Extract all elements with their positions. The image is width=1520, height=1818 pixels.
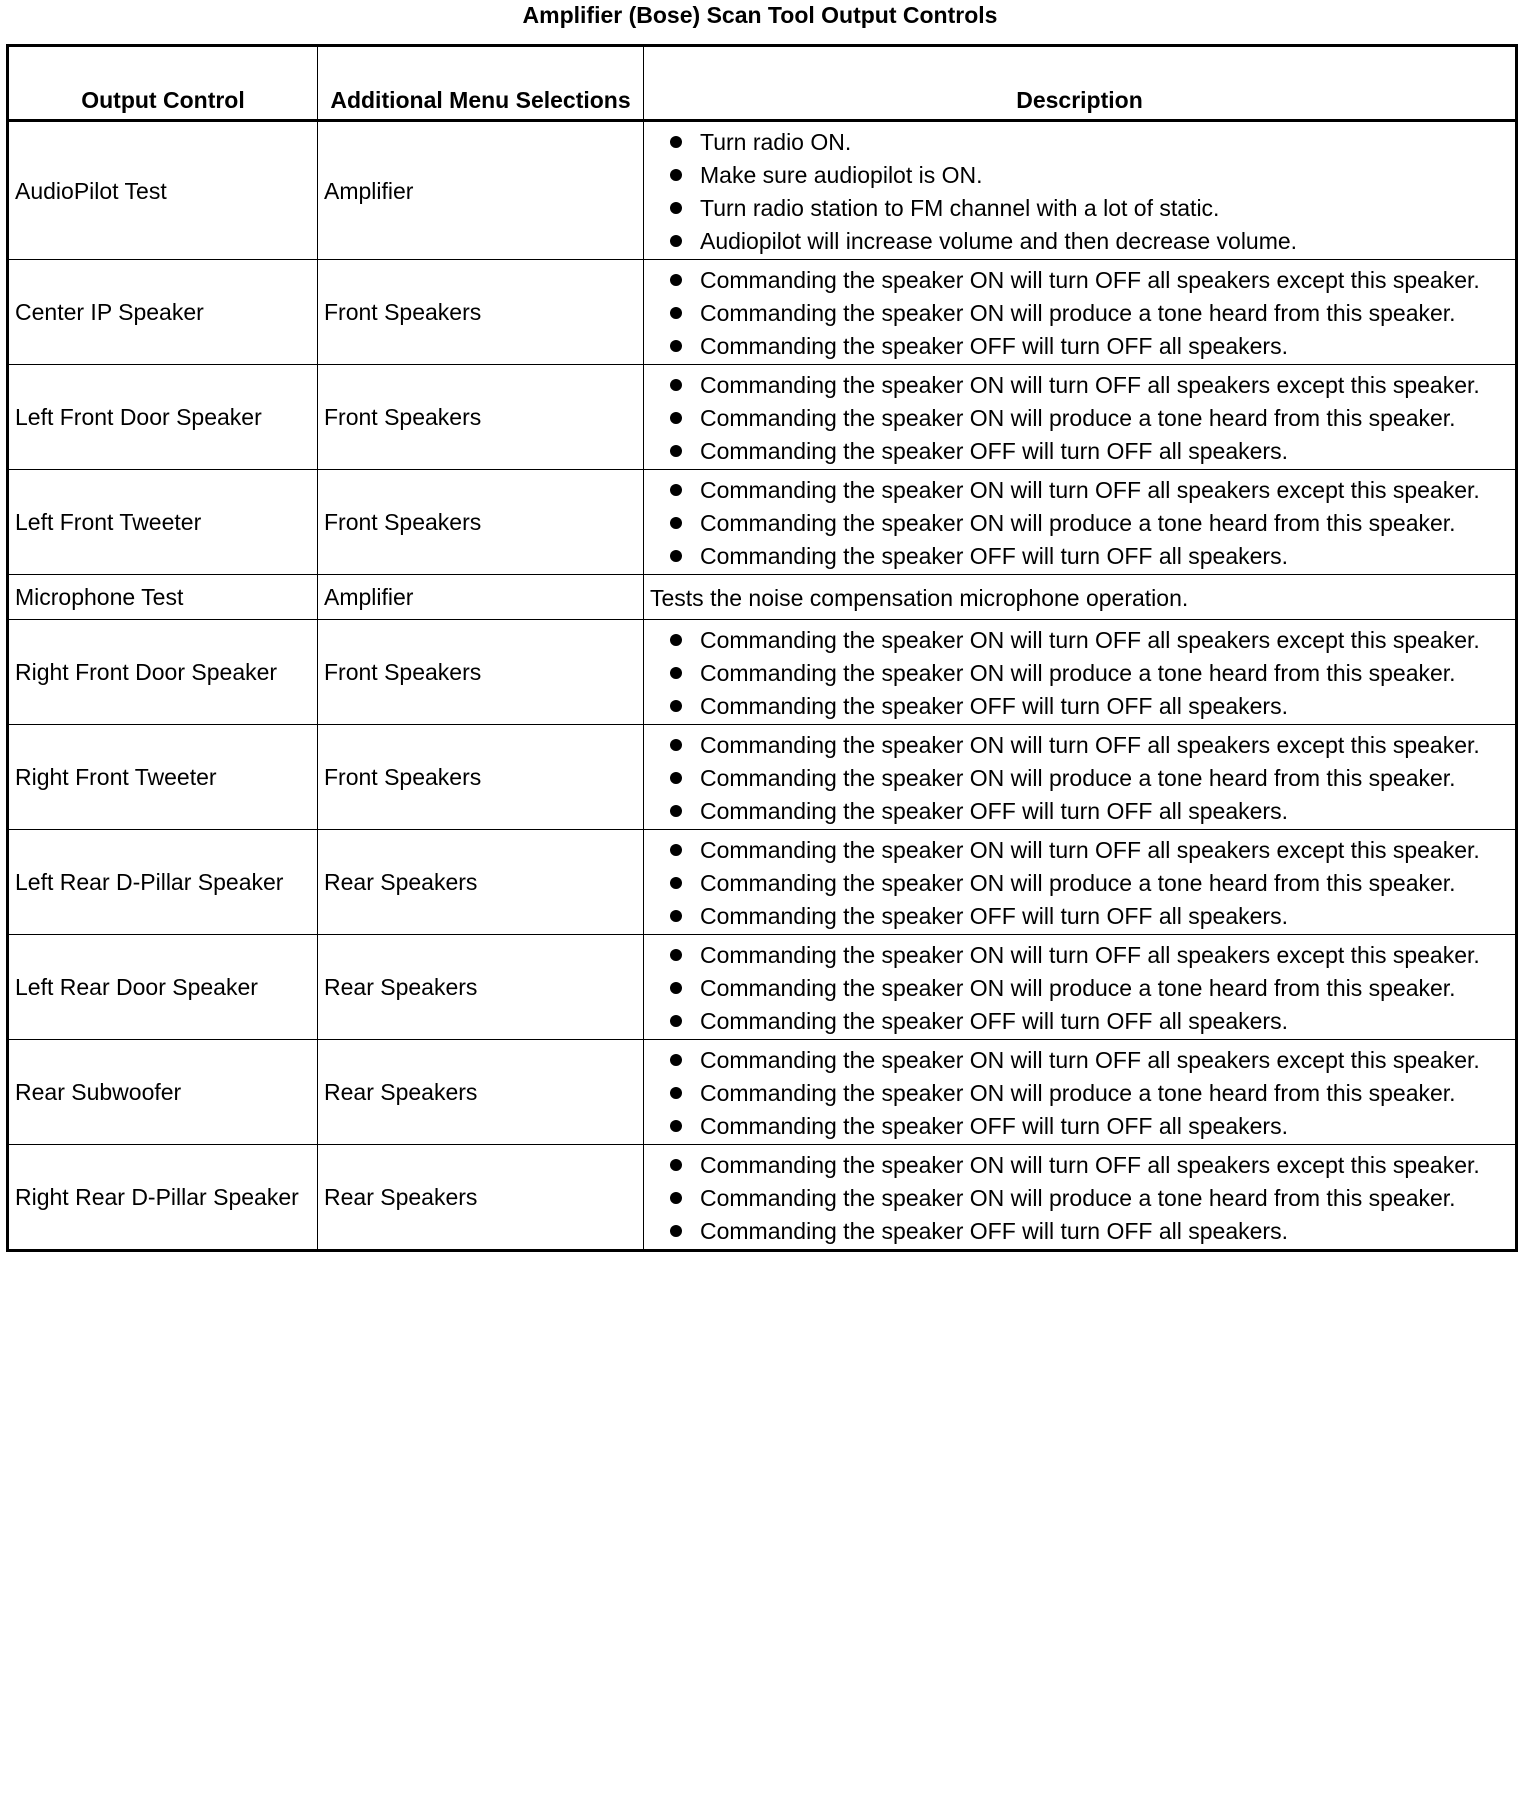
column-header-output-control: Output Control [8, 46, 318, 121]
bullet-icon [670, 379, 682, 391]
bullet-text: Commanding the speaker OFF will turn OFF all speakers. [700, 1008, 1288, 1034]
menu-selection-cell: Rear Speakers [318, 1040, 644, 1145]
table-row [8, 575, 1517, 620]
list-item [650, 160, 1509, 190]
bullet-text: Commanding the speaker ON will turn OFF all speakers except this speaker. [700, 837, 1480, 863]
description-cell [644, 121, 1517, 260]
list-item [650, 973, 1509, 1003]
menu-selection-cell: Rear Speakers [318, 1145, 644, 1251]
table-row [8, 1040, 1517, 1145]
bullet-text: Commanding the speaker ON will turn OFF all speakers except this speaker. [700, 1047, 1480, 1073]
bullet-text: Commanding the speaker ON will produce a tone heard from this speaker. [700, 660, 1456, 686]
bullet-icon [670, 169, 682, 181]
description-cell [644, 935, 1517, 1040]
bullet-text: Commanding the speaker ON will turn OFF all speakers except this speaker. [700, 1152, 1480, 1178]
bullet-icon [670, 634, 682, 646]
bullet-text: Commanding the speaker ON will produce a tone heard from this speaker. [700, 510, 1456, 536]
description-cell [644, 365, 1517, 470]
menu-selection-cell: Amplifier [318, 121, 644, 260]
list-item [650, 265, 1509, 295]
bullet-icon [670, 202, 682, 214]
bullet-text: Commanding the speaker OFF will turn OFF all speakers. [700, 1113, 1288, 1139]
table-row [8, 620, 1517, 725]
bullet-text: Commanding the speaker ON will produce a tone heard from this speaker. [700, 765, 1456, 791]
bullet-text: Commanding the speaker ON will turn OFF all speakers except this speaker. [700, 267, 1480, 293]
bullet-text: Commanding the speaker ON will turn OFF all speakers except this speaker. [700, 372, 1480, 398]
description-bullet-list [650, 127, 1509, 256]
description-bullet-list [650, 370, 1509, 466]
menu-selection-cell: Amplifier [318, 575, 644, 620]
bullet-text: Commanding the speaker ON will produce a tone heard from this speaker. [700, 1185, 1456, 1211]
table-row [8, 935, 1517, 1040]
description-cell [644, 1145, 1517, 1251]
description-bullet-list [650, 625, 1509, 721]
bullet-icon [670, 412, 682, 424]
bullet-text: Commanding the speaker ON will produce a tone heard from this speaker. [700, 870, 1456, 896]
bullet-icon [670, 517, 682, 529]
description-cell [644, 470, 1517, 575]
description-cell: Tests the noise compensation microphone operation. [644, 575, 1517, 620]
output-control-cell: Right Front Door Speaker [8, 620, 318, 725]
output-control-cell: AudioPilot Test [8, 121, 318, 260]
bullet-icon [670, 982, 682, 994]
bullet-text: Commanding the speaker ON will turn OFF all speakers except this speaker. [700, 732, 1480, 758]
output-control-cell: Left Front Tweeter [8, 470, 318, 575]
bullet-icon [670, 1159, 682, 1171]
description-cell [644, 260, 1517, 365]
bullet-icon [670, 772, 682, 784]
bullet-text: Turn radio station to FM channel with a lot of static. [700, 195, 1220, 221]
list-item [650, 1078, 1509, 1108]
output-control-cell: Left Rear Door Speaker [8, 935, 318, 1040]
bullet-text: Commanding the speaker OFF will turn OFF all speakers. [700, 333, 1288, 359]
page-title: Amplifier (Bose) Scan Tool Output Controls [522, 2, 998, 28]
description-bullet-list [650, 730, 1509, 826]
description-bullet-list [650, 265, 1509, 361]
bullet-text: Commanding the speaker ON will turn OFF all speakers except this speaker. [700, 942, 1480, 968]
bullet-icon [670, 445, 682, 457]
column-header-description: Description [644, 46, 1517, 121]
table-row [8, 470, 1517, 575]
bullet-icon [670, 1015, 682, 1027]
description-bullet-list [650, 940, 1509, 1036]
table-row [8, 121, 1517, 260]
bullet-text: Turn radio ON. [700, 129, 852, 155]
bullet-icon [670, 1225, 682, 1237]
menu-selection-cell: Rear Speakers [318, 830, 644, 935]
bullet-icon [670, 340, 682, 352]
description-bullet-list [650, 1150, 1509, 1246]
list-item [650, 370, 1509, 400]
description-cell [644, 620, 1517, 725]
output-control-cell: Right Rear D-Pillar Speaker [8, 1145, 318, 1251]
list-item [650, 475, 1509, 505]
list-item [650, 868, 1509, 898]
list-item [650, 1045, 1509, 1075]
list-item [650, 1150, 1509, 1180]
description-cell [644, 1040, 1517, 1145]
output-control-cell: Left Rear D-Pillar Speaker [8, 830, 318, 935]
bullet-icon [670, 1192, 682, 1204]
bullet-icon [670, 910, 682, 922]
menu-selection-cell: Rear Speakers [318, 935, 644, 1040]
menu-selection-cell: Front Speakers [318, 620, 644, 725]
description-bullet-list [650, 475, 1509, 571]
bullet-text: Commanding the speaker OFF will turn OFF all speakers. [700, 1218, 1288, 1244]
bullet-text: Commanding the speaker OFF will turn OFF all speakers. [700, 798, 1288, 824]
table-row [8, 725, 1517, 830]
table-row [8, 260, 1517, 365]
list-item [650, 901, 1509, 931]
list-item [650, 298, 1509, 328]
bullet-text: Commanding the speaker OFF will turn OFF all speakers. [700, 693, 1288, 719]
table-row [8, 830, 1517, 935]
description-bullet-list [650, 1045, 1509, 1141]
bullet-text: Commanding the speaker OFF will turn OFF all speakers. [700, 543, 1288, 569]
bullet-text: Commanding the speaker OFF will turn OFF all speakers. [700, 438, 1288, 464]
bullet-icon [670, 307, 682, 319]
bullet-icon [670, 274, 682, 286]
bullet-icon [670, 805, 682, 817]
description-cell [644, 725, 1517, 830]
list-item [650, 127, 1509, 157]
bullet-text: Commanding the speaker OFF will turn OFF all speakers. [700, 903, 1288, 929]
bullet-icon [670, 739, 682, 751]
list-item [650, 1183, 1509, 1213]
list-item [650, 763, 1509, 793]
bullet-icon [670, 877, 682, 889]
table-row [8, 1145, 1517, 1251]
output-control-cell: Microphone Test [8, 575, 318, 620]
list-item [650, 193, 1509, 223]
output-control-cell: Right Front Tweeter [8, 725, 318, 830]
bullet-icon [670, 136, 682, 148]
list-item [650, 730, 1509, 760]
list-item [650, 403, 1509, 433]
list-item [650, 625, 1509, 655]
description-bullet-list [650, 835, 1509, 931]
bullet-text: Commanding the speaker ON will produce a tone heard from this speaker. [700, 300, 1456, 326]
output-controls-table [6, 44, 1518, 1252]
list-item [650, 331, 1509, 361]
table-row [8, 365, 1517, 470]
bullet-icon [670, 667, 682, 679]
table-body [8, 121, 1517, 1251]
output-control-cell: Left Front Door Speaker [8, 365, 318, 470]
menu-selection-cell: Front Speakers [318, 470, 644, 575]
output-control-cell: Rear Subwoofer [8, 1040, 318, 1145]
bullet-text: Commanding the speaker ON will produce a tone heard from this speaker. [700, 405, 1456, 431]
bullet-icon [670, 1054, 682, 1066]
bullet-text: Make sure audiopilot is ON. [700, 162, 983, 188]
list-item [650, 835, 1509, 865]
list-item [650, 1111, 1509, 1141]
bullet-icon [670, 550, 682, 562]
bullet-text: Commanding the speaker ON will produce a tone heard from this speaker. [700, 975, 1456, 1001]
description-cell [644, 830, 1517, 935]
output-control-cell: Center IP Speaker [8, 260, 318, 365]
bullet-icon [670, 1087, 682, 1099]
list-item [650, 691, 1509, 721]
bullet-icon [670, 844, 682, 856]
bullet-text: Commanding the speaker ON will turn OFF all speakers except this speaker. [700, 477, 1480, 503]
bullet-icon [670, 235, 682, 247]
list-item [650, 1006, 1509, 1036]
bullet-icon [670, 700, 682, 712]
menu-selection-cell: Front Speakers [318, 725, 644, 830]
list-item [650, 436, 1509, 466]
list-item [650, 796, 1509, 826]
bullet-icon [670, 1120, 682, 1132]
bullet-icon [670, 484, 682, 496]
list-item [650, 658, 1509, 688]
menu-selection-cell: Front Speakers [318, 260, 644, 365]
bullet-text: Commanding the speaker ON will turn OFF all speakers except this speaker. [700, 627, 1480, 653]
list-item [650, 1216, 1509, 1246]
table-header-row [8, 46, 1517, 121]
menu-selection-cell: Front Speakers [318, 365, 644, 470]
list-item [650, 226, 1509, 256]
list-item [650, 541, 1509, 571]
bullet-icon [670, 949, 682, 961]
bullet-text: Audiopilot will increase volume and then decrease volume. [700, 228, 1298, 254]
list-item [650, 508, 1509, 538]
list-item [650, 940, 1509, 970]
column-header-additional-menu-selections: Additional Menu Selections [318, 46, 644, 121]
bullet-text: Commanding the speaker ON will produce a tone heard from this speaker. [700, 1080, 1456, 1106]
